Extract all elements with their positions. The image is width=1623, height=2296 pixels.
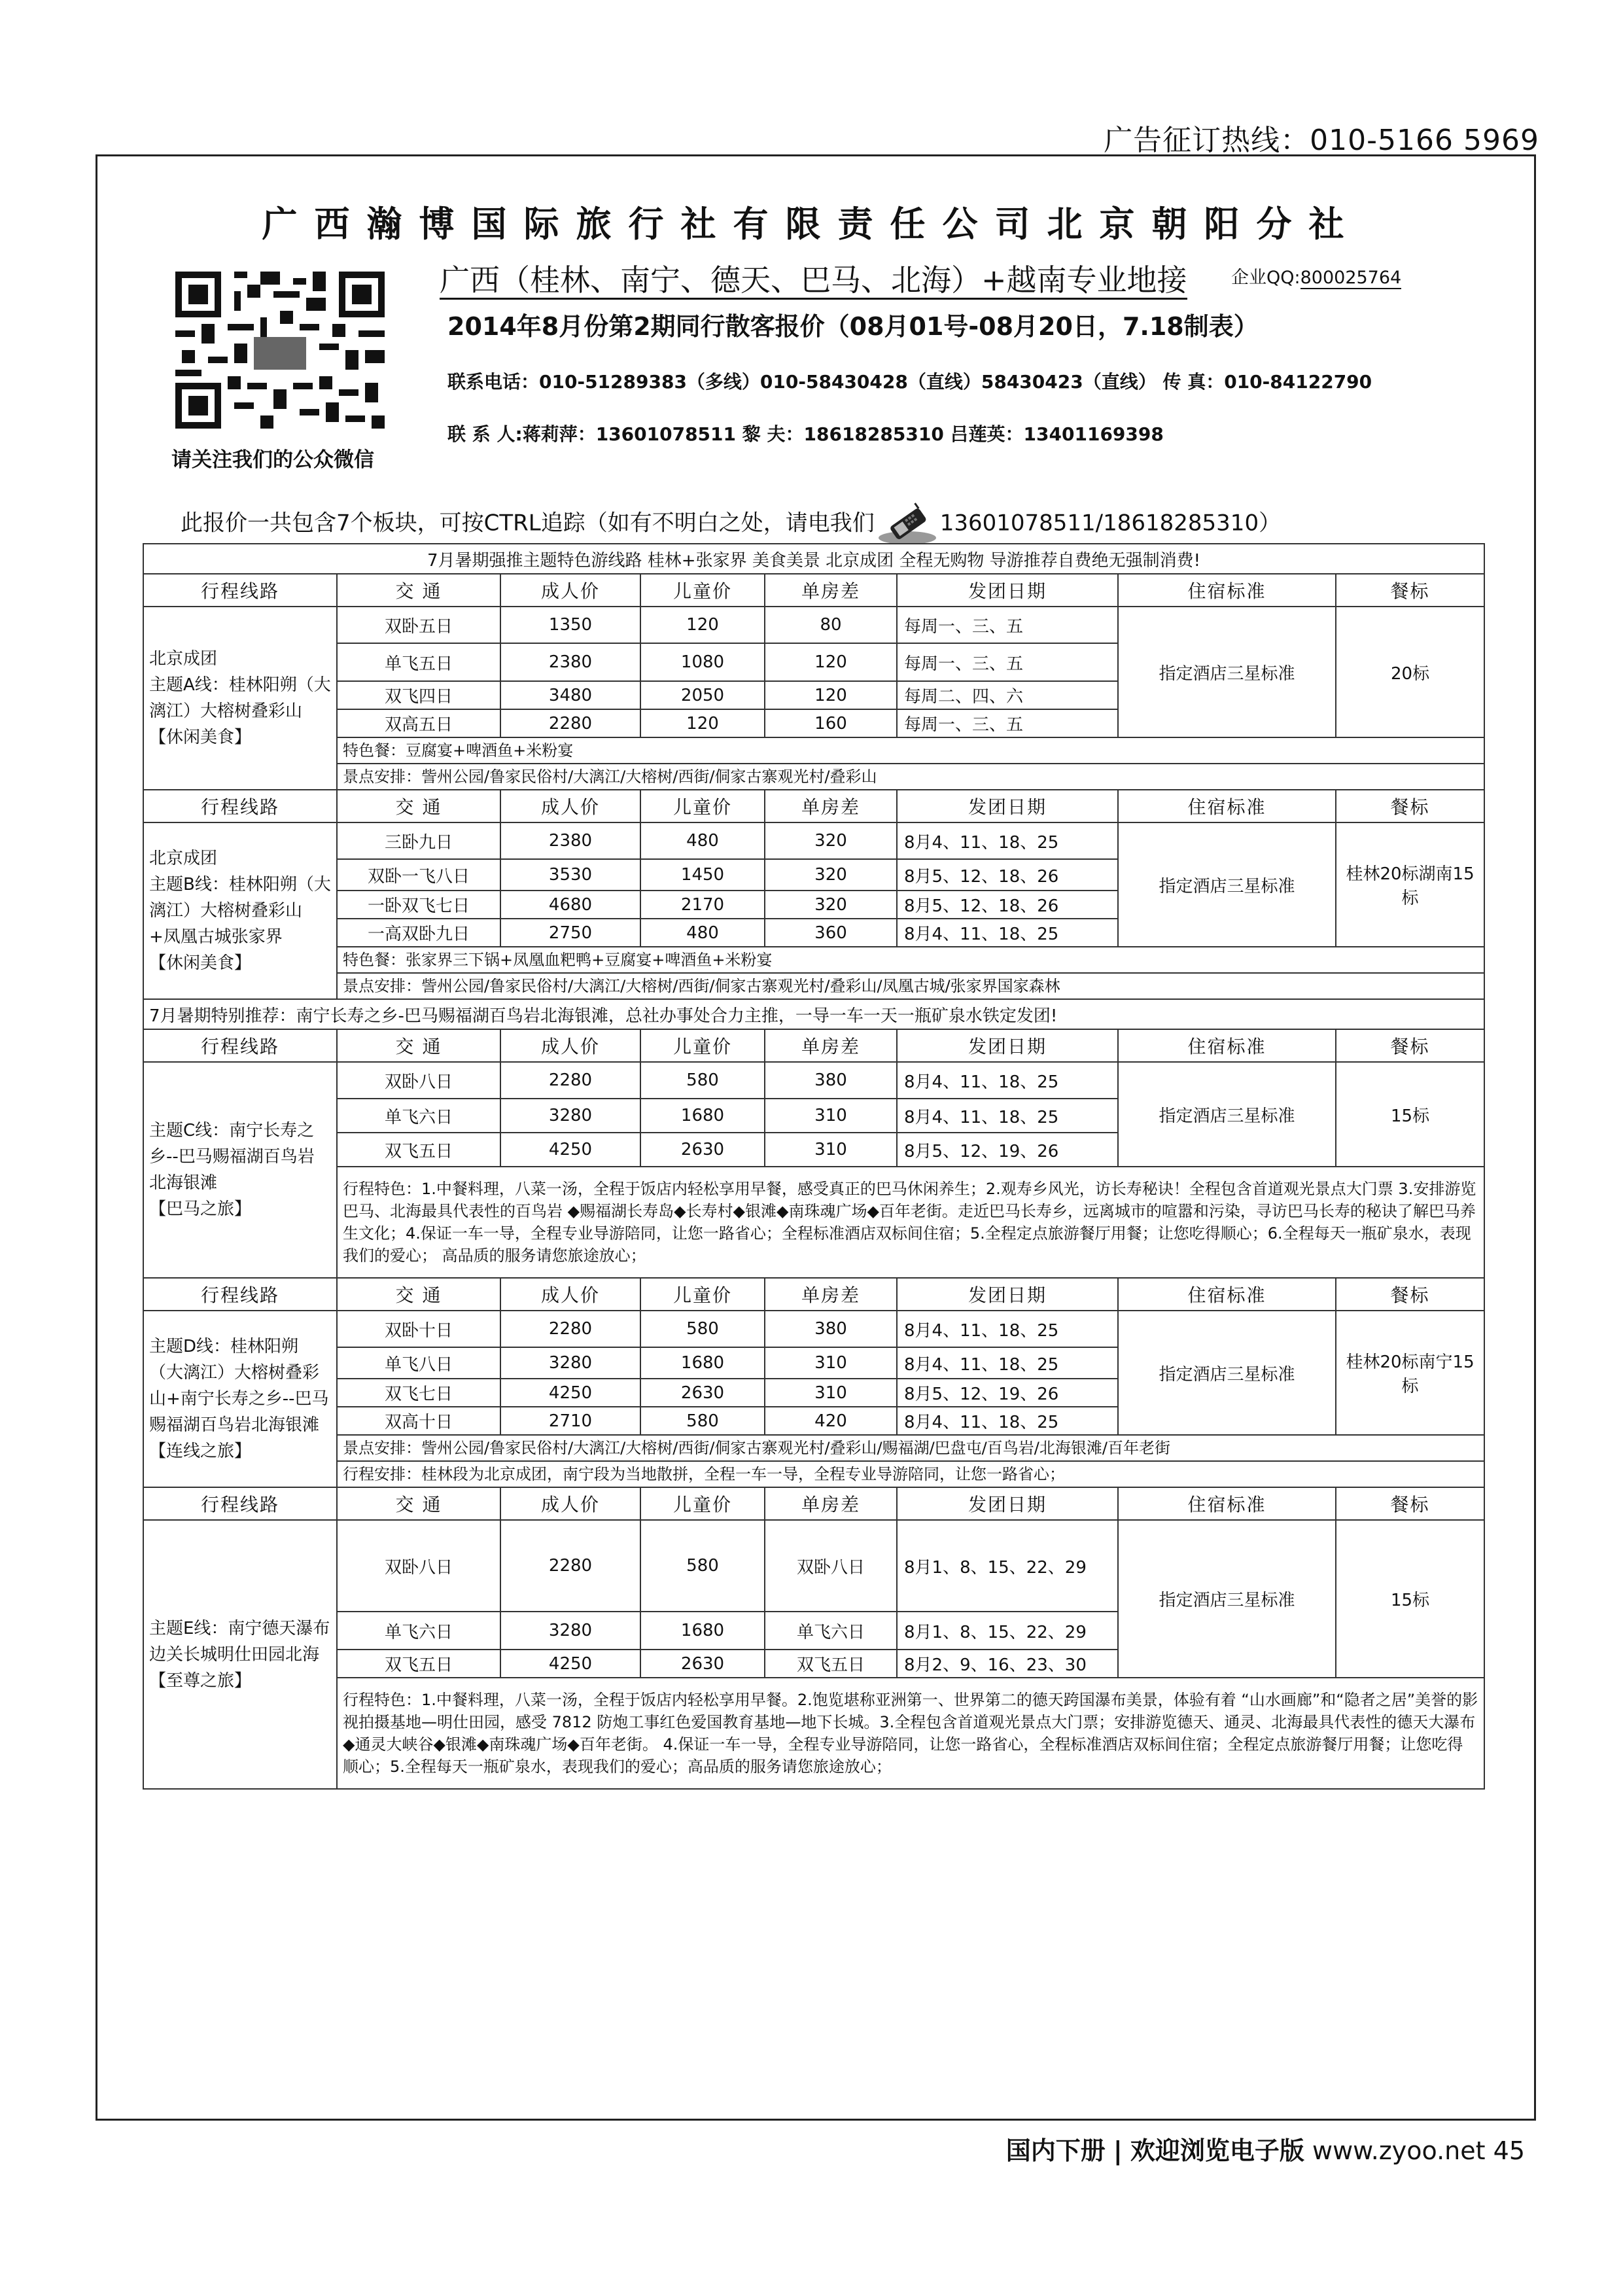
itinerary-notes: 特色餐：张家界三下锅+凤凰血粑鸭+豆腐宴+啤酒鱼+米粉宴 (337, 947, 1484, 973)
adult-price: 3480 (500, 681, 640, 709)
transport-cell: 双飞七日 (337, 1379, 500, 1407)
departure-dates: 8月5、12、19、26 (897, 1133, 1118, 1167)
departure-dates: 每周一、三、五 (897, 607, 1118, 643)
departure-dates: 8月4、11、18、25 (897, 1062, 1118, 1099)
column-header: 餐标 (1336, 1487, 1484, 1520)
column-header: 交 通 (337, 1029, 500, 1062)
table-row (143, 1311, 1484, 1347)
column-header: 成人价 (500, 1029, 640, 1062)
adult-price: 4250 (500, 1379, 640, 1407)
single-supplement: 320 (765, 859, 897, 891)
transport-cell: 双飞五日 (337, 1650, 500, 1678)
departure-dates: 8月5、12、19、26 (897, 1379, 1118, 1407)
column-header: 成人价 (500, 1278, 640, 1311)
transport-cell: 双卧八日 (337, 1062, 500, 1099)
tagline-text: 广西（桂林、南宁、德天、巴马、北海）+越南专业地接 (440, 262, 1187, 300)
single-supplement: 320 (765, 891, 897, 919)
single-supplement: 380 (765, 1311, 897, 1347)
departure-dates: 每周一、三、五 (897, 709, 1118, 737)
child-price: 2630 (640, 1379, 765, 1407)
qq-label: 企业QQ: (1231, 268, 1300, 288)
notes-row (143, 1435, 1484, 1461)
child-price: 480 (640, 822, 765, 859)
footer-divider: | (1113, 2136, 1123, 2165)
transport-cell: 双卧八日 (337, 1520, 500, 1612)
table-row (143, 1062, 1484, 1099)
single-supplement: 双飞五日 (765, 1650, 897, 1678)
single-supplement: 310 (765, 1099, 897, 1133)
transport-cell: 双卧五日 (337, 607, 500, 643)
column-header: 发团日期 (897, 1278, 1118, 1311)
meal-standard: 桂林20标南宁15标 (1336, 1311, 1484, 1435)
single-supplement: 420 (765, 1407, 897, 1435)
child-price: 2630 (640, 1650, 765, 1678)
transport-cell: 双飞五日 (337, 1133, 500, 1167)
child-price: 120 (640, 607, 765, 643)
notes-row (143, 1167, 1484, 1278)
column-header: 餐标 (1336, 790, 1484, 822)
section-banner (143, 999, 1484, 1029)
adult-price: 2380 (500, 643, 640, 681)
transport-cell: 一高双卧九日 (337, 919, 500, 947)
single-supplement: 120 (765, 643, 897, 681)
column-header: 餐标 (1336, 1029, 1484, 1062)
notes-row (143, 947, 1484, 973)
footer-welcome: 欢迎浏览电子版 (1130, 2136, 1304, 2165)
departure-dates: 8月5、12、18、26 (897, 891, 1118, 919)
single-supplement: 320 (765, 822, 897, 859)
column-header: 行程线路 (143, 1278, 337, 1311)
column-header: 单房差 (765, 1487, 897, 1520)
child-price: 580 (640, 1407, 765, 1435)
column-header-row (143, 1487, 1484, 1520)
hotel-standard: 指定酒店三星标准 (1118, 1062, 1336, 1167)
transport-cell: 单飞八日 (337, 1347, 500, 1379)
single-supplement: 310 (765, 1379, 897, 1407)
column-header: 发团日期 (897, 1029, 1118, 1062)
meal-standard: 20标 (1336, 607, 1484, 737)
tip-line (181, 501, 1281, 547)
single-supplement: 120 (765, 681, 897, 709)
column-header: 行程线路 (143, 1487, 337, 1520)
child-price: 120 (640, 709, 765, 737)
adult-price: 4250 (500, 1133, 640, 1167)
adult-price: 2280 (500, 1311, 640, 1347)
table-row (143, 822, 1484, 859)
single-supplement: 80 (765, 607, 897, 643)
route-name: 北京成团 主题A线：桂林阳朔（大漓江）大榕树叠彩山 【休闲美食】 (143, 607, 337, 790)
wechat-qr-code-icon (175, 271, 385, 429)
column-header: 儿童价 (640, 790, 765, 822)
section-banner (143, 544, 1484, 574)
departure-dates: 8月4、11、18、25 (897, 1311, 1118, 1347)
single-supplement: 380 (765, 1062, 897, 1099)
table-row (143, 607, 1484, 643)
company-name: 广西瀚博国际旅行社有限责任公司北京朝阳分社 (262, 203, 1361, 245)
child-price: 580 (640, 1062, 765, 1099)
child-price: 580 (640, 1520, 765, 1612)
notes-row (143, 737, 1484, 764)
column-header-row (143, 1278, 1484, 1311)
tip-phones: 13601078511/18618285310） (939, 510, 1282, 537)
adult-price: 1350 (500, 607, 640, 643)
itinerary-notes: 行程安排：桂林段为北京成团，南宁段为当地散拼，全程一车一导，全程专业导游陪同，让您一路省心； (337, 1461, 1484, 1487)
column-header: 交 通 (337, 574, 500, 607)
column-header-row (143, 574, 1484, 607)
transport-cell: 一卧双飞七日 (337, 891, 500, 919)
column-header: 住宿标准 (1118, 1029, 1336, 1062)
itinerary-notes: 特色餐：豆腐宴+啤酒鱼+米粉宴 (337, 737, 1484, 764)
contact-phone: 联系电话：010-51289383（多线）010-58430428（直线）58430423（直线） 传 真：010-84122790 (447, 371, 1372, 393)
column-header: 儿童价 (640, 1029, 765, 1062)
adult-price: 2710 (500, 1407, 640, 1435)
column-header-row (143, 790, 1484, 822)
banner-text: 7月暑期强推主题特色游线路 桂林+张家界 美食美景 北京成团 全程无购物 导游推荐自费绝无强制消费! (143, 544, 1484, 574)
adult-price: 2280 (500, 1062, 640, 1099)
column-header: 成人价 (500, 1487, 640, 1520)
notes-row (143, 1461, 1484, 1487)
itinerary-notes: 行程特色：1.中餐料理，八菜一汤，全程于饭店内轻松享用早餐。2.饱览堪称亚洲第一、世界第二的德天跨国瀑布美景，体验有着 “山水画廊”和“隐者之居”美誉的影视拍摄基地—明仕田园，感受 7812 防炮工事红色爱国教育基地—地下长城。3.全程包含首道观光景点大门票；安排游览德天、通灵、北海最具代表性的德天大瀑布 ◆通灵大峡谷◆银滩◆南珠魂广场◆百年老街。 4.保证一车一导，全程专业导游陪同，让您一路省心，全程标准酒店双标间住宿；全程定点旅游餐厅用餐；让您吃得顺心；5.全程每天一瓶矿泉水，表现我们的爱心；高品质的服务请您旅途放心； (337, 1678, 1484, 1789)
column-header: 行程线路 (143, 1029, 337, 1062)
adult-price: 3280 (500, 1347, 640, 1379)
column-header: 成人价 (500, 790, 640, 822)
footer-site: www.zyoo.net (1312, 2136, 1486, 2165)
single-supplement: 310 (765, 1133, 897, 1167)
departure-dates: 每周二、四、六 (897, 681, 1118, 709)
child-price: 1680 (640, 1612, 765, 1650)
column-header: 成人价 (500, 574, 640, 607)
hotel-standard: 指定酒店三星标准 (1118, 1520, 1336, 1678)
notes-row (143, 1678, 1484, 1789)
route-name: 主题E线：南宁德天瀑布边关长城明仕田园北海 【至尊之旅】 (143, 1520, 337, 1789)
column-header: 交 通 (337, 1487, 500, 1520)
child-price: 2050 (640, 681, 765, 709)
transport-cell: 三卧九日 (337, 822, 500, 859)
hotel-standard: 指定酒店三星标准 (1118, 607, 1336, 737)
adult-price: 3280 (500, 1612, 640, 1650)
column-header: 餐标 (1336, 1278, 1484, 1311)
transport-cell: 单飞五日 (337, 643, 500, 681)
adult-price: 2280 (500, 1520, 640, 1612)
transport-cell: 双飞四日 (337, 681, 500, 709)
single-supplement: 160 (765, 709, 897, 737)
column-header: 儿童价 (640, 574, 765, 607)
company-qq (1231, 263, 1401, 289)
meal-standard: 15标 (1336, 1062, 1484, 1167)
adult-price: 3280 (500, 1099, 640, 1133)
contact-people: 联 系 人:蒋莉萍：13601078511 黎 夫：18618285310 吕莲英：13401169398 (447, 423, 1164, 445)
departure-dates: 8月1、8、15、22、29 (897, 1520, 1118, 1612)
single-supplement: 单飞六日 (765, 1612, 897, 1650)
itinerary-notes: 景点安排：訾州公园/鲁家民俗村/大漓江/大榕树/西街/侗家古寨观光村/叠彩山 (337, 764, 1484, 790)
column-header: 交 通 (337, 1278, 500, 1311)
child-price: 580 (640, 1311, 765, 1347)
departure-dates: 8月4、11、18、25 (897, 1407, 1118, 1435)
banner-text: 7月暑期特别推荐：南宁长寿之乡-巴马赐福湖百鸟岩北海银滩，总社办事处合力主推，一导一车一天一瓶矿泉水铁定发团! (143, 999, 1484, 1029)
column-header: 单房差 (765, 790, 897, 822)
child-price: 1080 (640, 643, 765, 681)
departure-dates: 8月1、8、15、22、29 (897, 1612, 1118, 1650)
ad-hotline: 广告征订热线：010-5166 5969 (1104, 124, 1539, 157)
column-header: 发团日期 (897, 1487, 1118, 1520)
single-supplement: 双卧八日 (765, 1520, 897, 1612)
price-table (143, 543, 1485, 1790)
departure-dates: 8月5、12、18、26 (897, 859, 1118, 891)
transport-cell: 双卧十日 (337, 1311, 500, 1347)
notes-row (143, 973, 1484, 999)
page-footer (1006, 2130, 1525, 2166)
column-header: 儿童价 (640, 1487, 765, 1520)
route-name: 主题D线：桂林阳朔（大漓江）大榕树叠彩山+南宁长寿之乡--巴马赐福湖百鸟岩北海银滩【连线之旅】 (143, 1311, 337, 1487)
column-header: 住宿标准 (1118, 790, 1336, 822)
child-price: 1680 (640, 1347, 765, 1379)
itinerary-notes: 景点安排：訾州公园/鲁家民俗村/大漓江/大榕树/西街/侗家古寨观光村/叠彩山/凤凰古城/张家界国家森林 (337, 973, 1484, 999)
itinerary-notes: 景点安排：訾州公园/鲁家民俗村/大漓江/大榕树/西街/侗家古寨观光村/叠彩山/赐福湖/巴盘屯/百鸟岩/北海银滩/百年老街 (337, 1435, 1484, 1461)
column-header: 行程线路 (143, 790, 337, 822)
column-header: 交 通 (337, 790, 500, 822)
route-name: 主题C线：南宁长寿之乡--巴马赐福湖百鸟岩北海银滩 【巴马之旅】 (143, 1062, 337, 1278)
column-header-row (143, 1029, 1484, 1062)
departure-dates: 每周一、三、五 (897, 643, 1118, 681)
qr-caption: 请关注我们的公众微信 (171, 448, 374, 472)
transport-cell: 单飞六日 (337, 1099, 500, 1133)
column-header: 餐标 (1336, 574, 1484, 607)
table-row (143, 1520, 1484, 1612)
column-header: 单房差 (765, 1029, 897, 1062)
transport-cell: 双卧一飞八日 (337, 859, 500, 891)
child-price: 2630 (640, 1133, 765, 1167)
child-price: 1450 (640, 859, 765, 891)
column-header: 单房差 (765, 1278, 897, 1311)
column-header: 发团日期 (897, 790, 1118, 822)
hotel-standard: 指定酒店三星标准 (1118, 1311, 1336, 1435)
adult-price: 2750 (500, 919, 640, 947)
departure-dates: 8月4、11、18、25 (897, 1099, 1118, 1133)
column-header: 住宿标准 (1118, 1487, 1336, 1520)
meal-standard: 桂林20标湖南15标 (1336, 822, 1484, 947)
tip-text: 此报价一共包含7个板块，可按CTRL追踪（如有不明白之处，请电我们 (181, 510, 875, 537)
column-header: 住宿标准 (1118, 574, 1336, 607)
mobile-phone-icon (876, 501, 939, 547)
transport-cell: 双高五日 (337, 709, 500, 737)
price-title: 2014年8月份第2期同行散客报价（08月01号-08月20日，7.18制表） (447, 312, 1259, 341)
child-price: 1680 (640, 1099, 765, 1133)
adult-price: 2280 (500, 709, 640, 737)
column-header: 住宿标准 (1118, 1278, 1336, 1311)
meal-standard: 15标 (1336, 1520, 1484, 1678)
itinerary-notes: 行程特色：1.中餐料理，八菜一汤，全程于饭店内轻松享用早餐，感受真正的巴马休闲养生；2.观寿乡风光，访长寿秘诀！全程包含首道观光景点大门票 3.安排游览巴马、北海最具代表性的百鸟岩 ◆赐福湖长寿岛◆长寿村◆银滩◆南珠魂广场◆百年老街。走近巴马长寿乡，远离城市的喧嚣和污染，寻访巴马长寿的秘诀了解巴马养生文化；4.保证一车一导，全程专业导游陪同，让您一路省心；全程标准酒店双标间住宿；5.全程定点旅游餐厅用餐；让您吃得顺心；6.全程每天一瓶矿泉水，表现我们的爱心； 高品质的服务请您旅途放心； (337, 1167, 1484, 1278)
qq-number: 800025764 (1300, 268, 1402, 288)
transport-cell: 双高十日 (337, 1407, 500, 1435)
single-supplement: 310 (765, 1347, 897, 1379)
column-header: 单房差 (765, 574, 897, 607)
departure-dates: 8月2、9、16、23、30 (897, 1650, 1118, 1678)
departure-dates: 8月4、11、18、25 (897, 919, 1118, 947)
adult-price: 2380 (500, 822, 640, 859)
single-supplement: 360 (765, 919, 897, 947)
column-header: 儿童价 (640, 1278, 765, 1311)
adult-price: 4250 (500, 1650, 640, 1678)
adult-price: 3530 (500, 859, 640, 891)
tagline (440, 256, 1187, 300)
transport-cell: 单飞六日 (337, 1612, 500, 1650)
child-price: 480 (640, 919, 765, 947)
route-name: 北京成团 主题B线：桂林阳朔（大漓江）大榕树叠彩山+凤凰古城张家界 【休闲美食】 (143, 822, 337, 999)
departure-dates: 8月4、11、18、25 (897, 1347, 1118, 1379)
adult-price: 4680 (500, 891, 640, 919)
column-header: 发团日期 (897, 574, 1118, 607)
footer-section: 国内下册 (1005, 2136, 1106, 2165)
notes-row (143, 764, 1484, 790)
departure-dates: 8月4、11、18、25 (897, 822, 1118, 859)
child-price: 2170 (640, 891, 765, 919)
page-number: 45 (1493, 2136, 1525, 2165)
column-header: 行程线路 (143, 574, 337, 607)
hotel-standard: 指定酒店三星标准 (1118, 822, 1336, 947)
